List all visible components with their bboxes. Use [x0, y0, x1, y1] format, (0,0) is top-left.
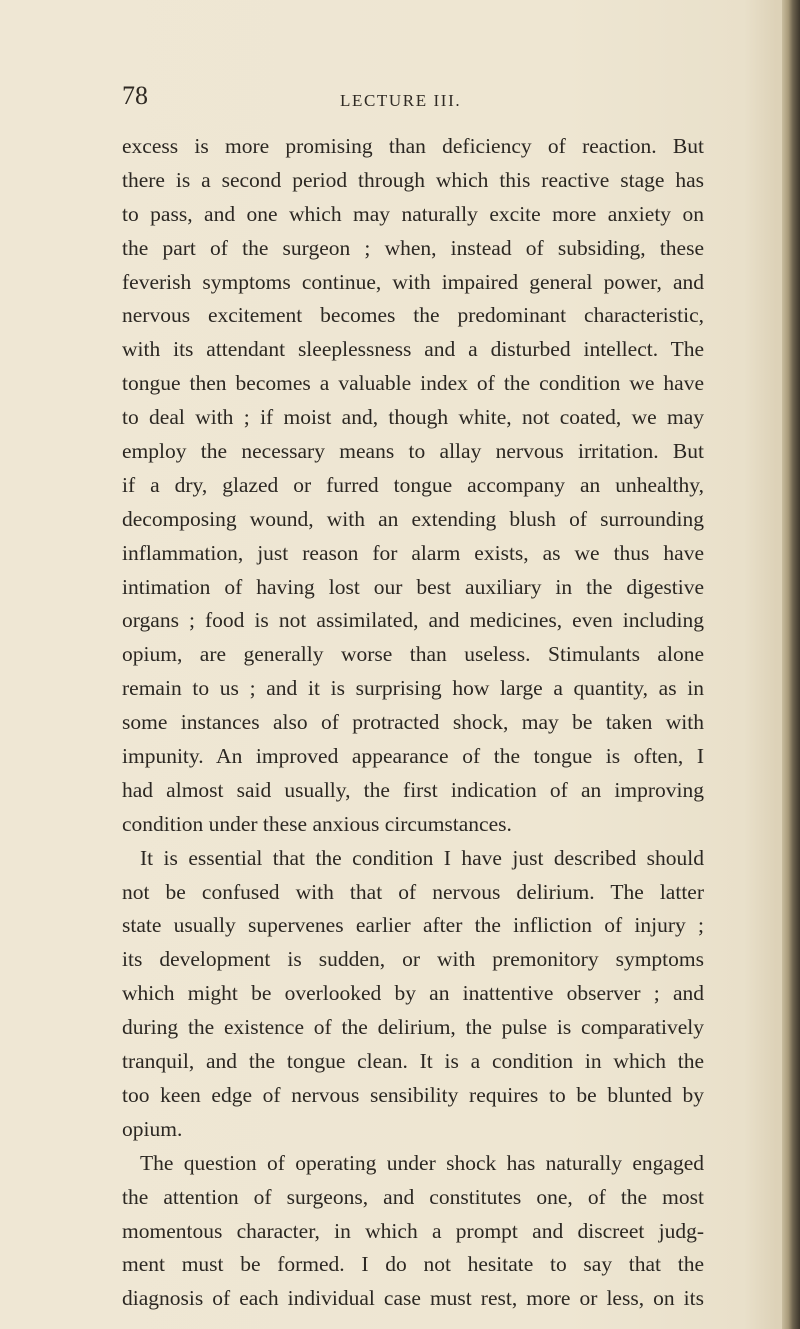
text-line: momentous character, in which a prompt and discreet judg-: [122, 1218, 704, 1243]
text-line: feverish symptoms continue, with impaired general power, and: [122, 269, 704, 294]
text-line: state usually supervenes earlier after the infliction of injury ;: [122, 913, 704, 938]
text-line: tranquil, and the tongue clean. It is a condition in which the: [122, 1049, 704, 1074]
text-line: The question of operating under shock has naturally engaged: [140, 1150, 704, 1175]
text-line: intimation of having lost our best auxiliary in the digestive: [122, 574, 704, 599]
text-line: its development is sudden, or with premonitory symptoms: [122, 947, 704, 972]
text-line: the attention of surgeons, and constitutes one, of the most: [122, 1184, 704, 1209]
text-line: decomposing wound, with an extending blush of surrounding: [122, 506, 704, 531]
text-line: diagnosis of each individual case must rest, more or less, on its: [122, 1286, 704, 1311]
text-line: remain to us ; and it is surprising how large a quantity, as in: [122, 676, 704, 701]
text-line: opium.: [122, 1116, 183, 1141]
text-line: impunity. An improved appearance of the tongue is often, I: [122, 744, 704, 769]
text-line: too keen edge of nervous sensibility requires to be blunted by: [122, 1082, 704, 1107]
running-head: LECTURE III.: [340, 91, 462, 110]
text-line: inflammation, just reason for alarm exists, as we thus have: [122, 540, 704, 565]
text-line: excess is more promising than deficiency of reaction. But: [122, 134, 704, 158]
text-line: It is essential that the condition I have just described should: [140, 845, 704, 870]
text-line: organs ; food is not assimilated, and medicines, even including: [122, 608, 704, 633]
text-line: to deal with ; if moist and, though white, not coated, we may: [122, 405, 704, 430]
text-line: during the existence of the delirium, the pulse is comparatively: [122, 1015, 704, 1040]
text-line: if a dry, glazed or furred tongue accompany an unhealthy,: [122, 472, 704, 497]
text-line: which might be overlooked by an inattentive observer ; and: [122, 981, 704, 1006]
text-line: employ the necessary means to allay nervous irritation. But: [122, 439, 704, 464]
text-line: with its attendant sleeplessness and a disturbed intellect. The: [122, 337, 704, 362]
text-line: had almost said usually, the first indication of an improving: [122, 777, 704, 802]
text-line: opium, are generally worse than useless. Stimulants alone: [122, 642, 704, 667]
text-line: some instances also of protracted shock, may be taken with: [122, 710, 704, 735]
text-line: the part of the surgeon ; when, instead of subsiding, these: [122, 235, 704, 260]
page-header: [122, 76, 702, 116]
page-edge: [782, 0, 800, 1329]
page-number: 78: [122, 81, 148, 110]
text-line: to pass, and one which may naturally excite more anxiety on: [122, 201, 704, 226]
text-line: ment must be formed. I do not hesitate to say that the: [122, 1252, 704, 1277]
text-line: condition under these anxious circumstances.: [122, 811, 512, 836]
text-line: there is a second period through which this reactive stage has: [122, 167, 704, 192]
text-line: nervous excitement becomes the predominant characteristic,: [122, 303, 704, 328]
body-text: [122, 130, 704, 1316]
text-line: not be confused with that of nervous delirium. The latter: [122, 879, 704, 904]
text-line: tongue then becomes a valuable index of the condition we have: [122, 371, 704, 396]
